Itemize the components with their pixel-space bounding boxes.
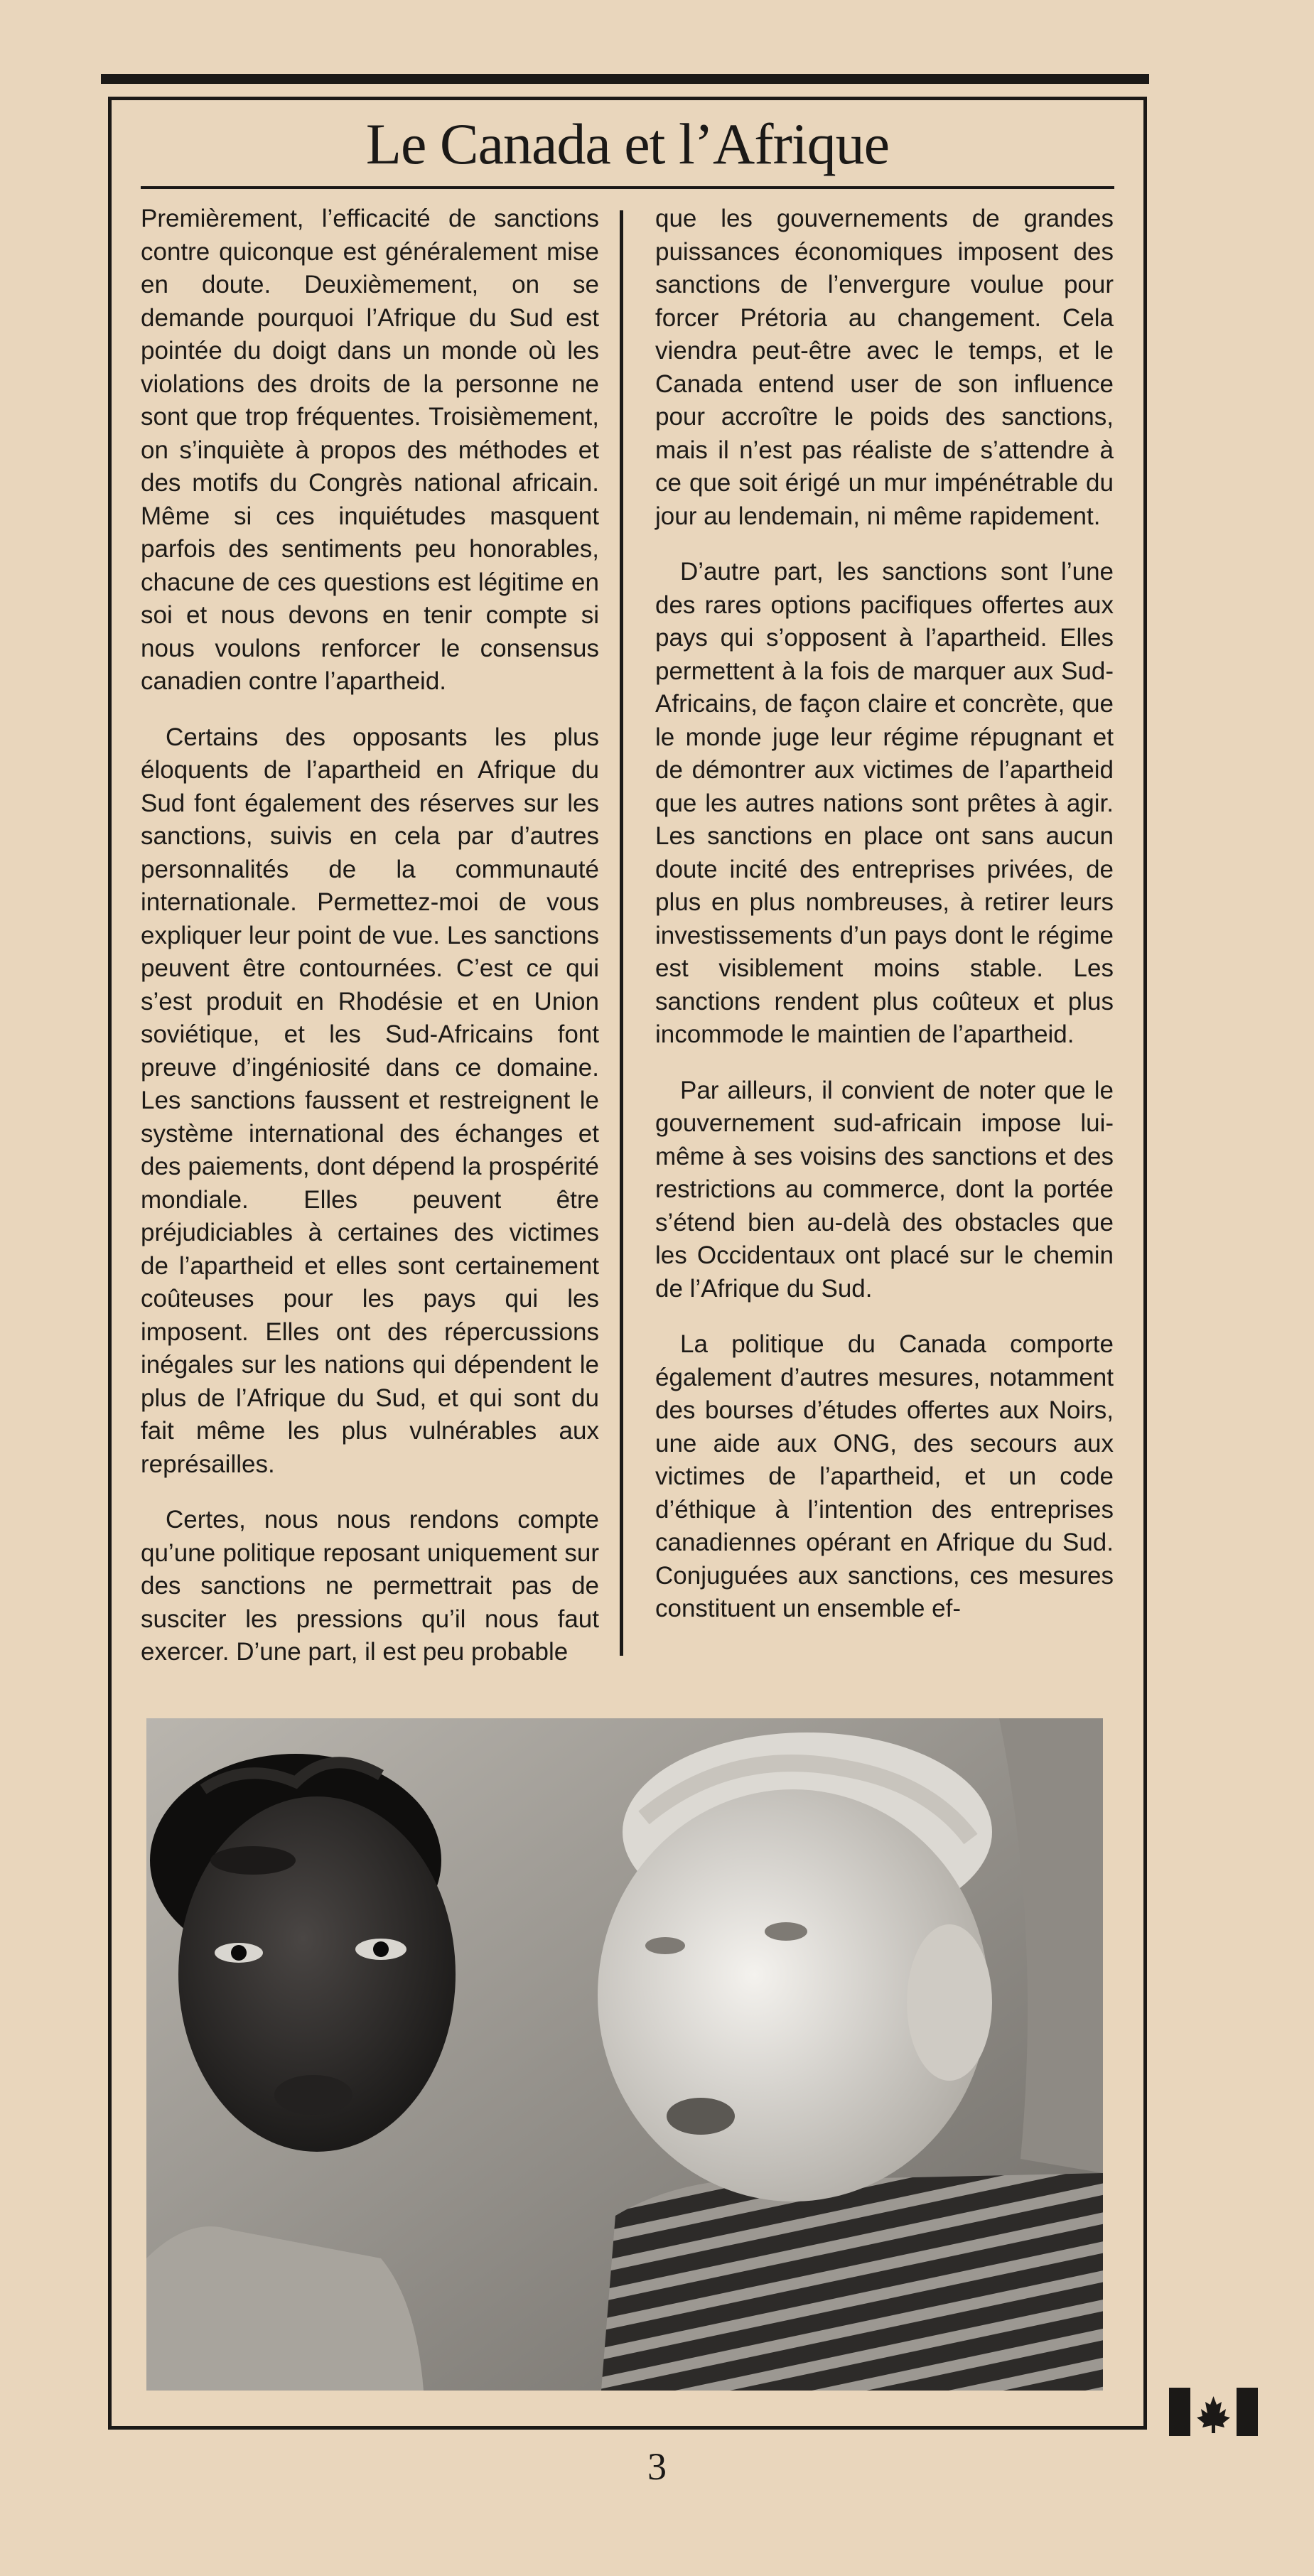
left-column: [141, 203, 599, 1692]
title-rule: [141, 186, 1114, 189]
right-paragraph-1: que les gouvernements de grandes puissances économiques imposent des sanctions de l’envergure voulue pour forcer Prétoria au changement. Cela viendra peut-être avec le temps, et le Canada entend user de son influence pour accroître le poids des sanctions, mais il n’est pas réaliste de s’attendre à ce que soit érigé un mur impénétrable du jour au lendemain, ni même rapidement.: [655, 205, 1114, 530]
right-paragraph-3: Par ailleurs, il convient de noter que le gouvernement sud-africain impose lui-même à ses voisins des sanctions et des restrictions au commerce, dont la portée s’étend bien au-delà des obstacles que les Occidentaux ont placé sur le chemin de l’Afrique du Sud.: [655, 1076, 1114, 1303]
children-photo: [146, 1718, 1103, 2391]
column-divider: [620, 210, 623, 1656]
page-number: 3: [647, 2445, 667, 2488]
left-paragraph-3: Certes, nous nous rendons compte qu’une politique reposant uniquement sur des sanctions ne permettrait pas de susciter les pressions qu’il nous faut exercer. D’une part, il est peu probable: [141, 1506, 599, 1666]
left-paragraph-2: Certains des opposants les plus éloquents de l’apartheid en Afrique du Sud font également des réserves sur les sanctions, suivis en cela par d’autres personnalités de la communauté internationale. Permettez-moi de vous expliquer leur point de vue. Les sanctions peuvent être contournées. C’est ce qui s’est produit en Rhodésie et en Union soviétique, et les Sud-Africains font preuve d’ingéniosité dans ce domaine. Les sanctions faussent et restreignent le système international des échanges et des paiements, dont dépend la prospérité mondiale. Elles peuvent être préjudiciables à certaines des victimes de l’apartheid et elles sont certainement coûteuses pour les pays qui les imposent. Elles ont des répercussions inégales sur les nations qui dépendent le plus de l’Afrique du Sud, et qui sont du fait même les plus vulnérables aux représailles.: [141, 723, 599, 1478]
canada-flag-icon: [1169, 2388, 1258, 2436]
article-title: Le Canada et l’Afrique: [365, 112, 890, 176]
top-rule: [101, 74, 1149, 84]
right-column: [655, 203, 1114, 1649]
right-paragraph-4: La politique du Canada comporte également d’autres mesures, notamment des bourses d’études offertes aux Noirs, une aide aux ONG, des secours aux victimes de l’apartheid, et un code d’éthique à l’intention des entreprises canadiennes opérant en Afrique du Sud. Conjuguées aux sanctions, ces mesures constituent un ensemble ef-: [655, 1330, 1114, 1622]
left-paragraph-1: Premièrement, l’efficacité de sanctions contre quiconque est généralement mise en doute. Deuxièmement, on se demande pourquoi l’Afrique du Sud est pointée du doigt dans un monde où les violations des droits de la personne ne sont que trop fréquentes. Troisièmement, on s’inquiète à propos des méthodes et des motifs du Congrès national africain. Même si ces inquiétudes masquent parfois des sentiments peu honorables, chacune de ces questions est légitime en soi et nous devons en tenir compte si nous voulons renforcer le consensus canadien contre l’apartheid.: [141, 205, 599, 695]
right-paragraph-2: D’autre part, les sanctions sont l’une des rares options pacifiques offertes aux pays qui s’opposent à l’apartheid. Elles permettent à la fois de marquer aux Sud-Africains, de façon claire et concrète, que le monde juge leur régime répugnant et de démontrer aux victimes de l’apartheid que les autres nations sont prêtes à agir. Les sanctions en place ont sans aucun doute incité des entreprises privées, de plus en plus nombreuses, à retirer leurs investissements d’un pays dont le régime est visiblement moins stable. Les sanctions rendent plus coûteux et plus incommode le maintien de l’apartheid.: [655, 558, 1114, 1048]
